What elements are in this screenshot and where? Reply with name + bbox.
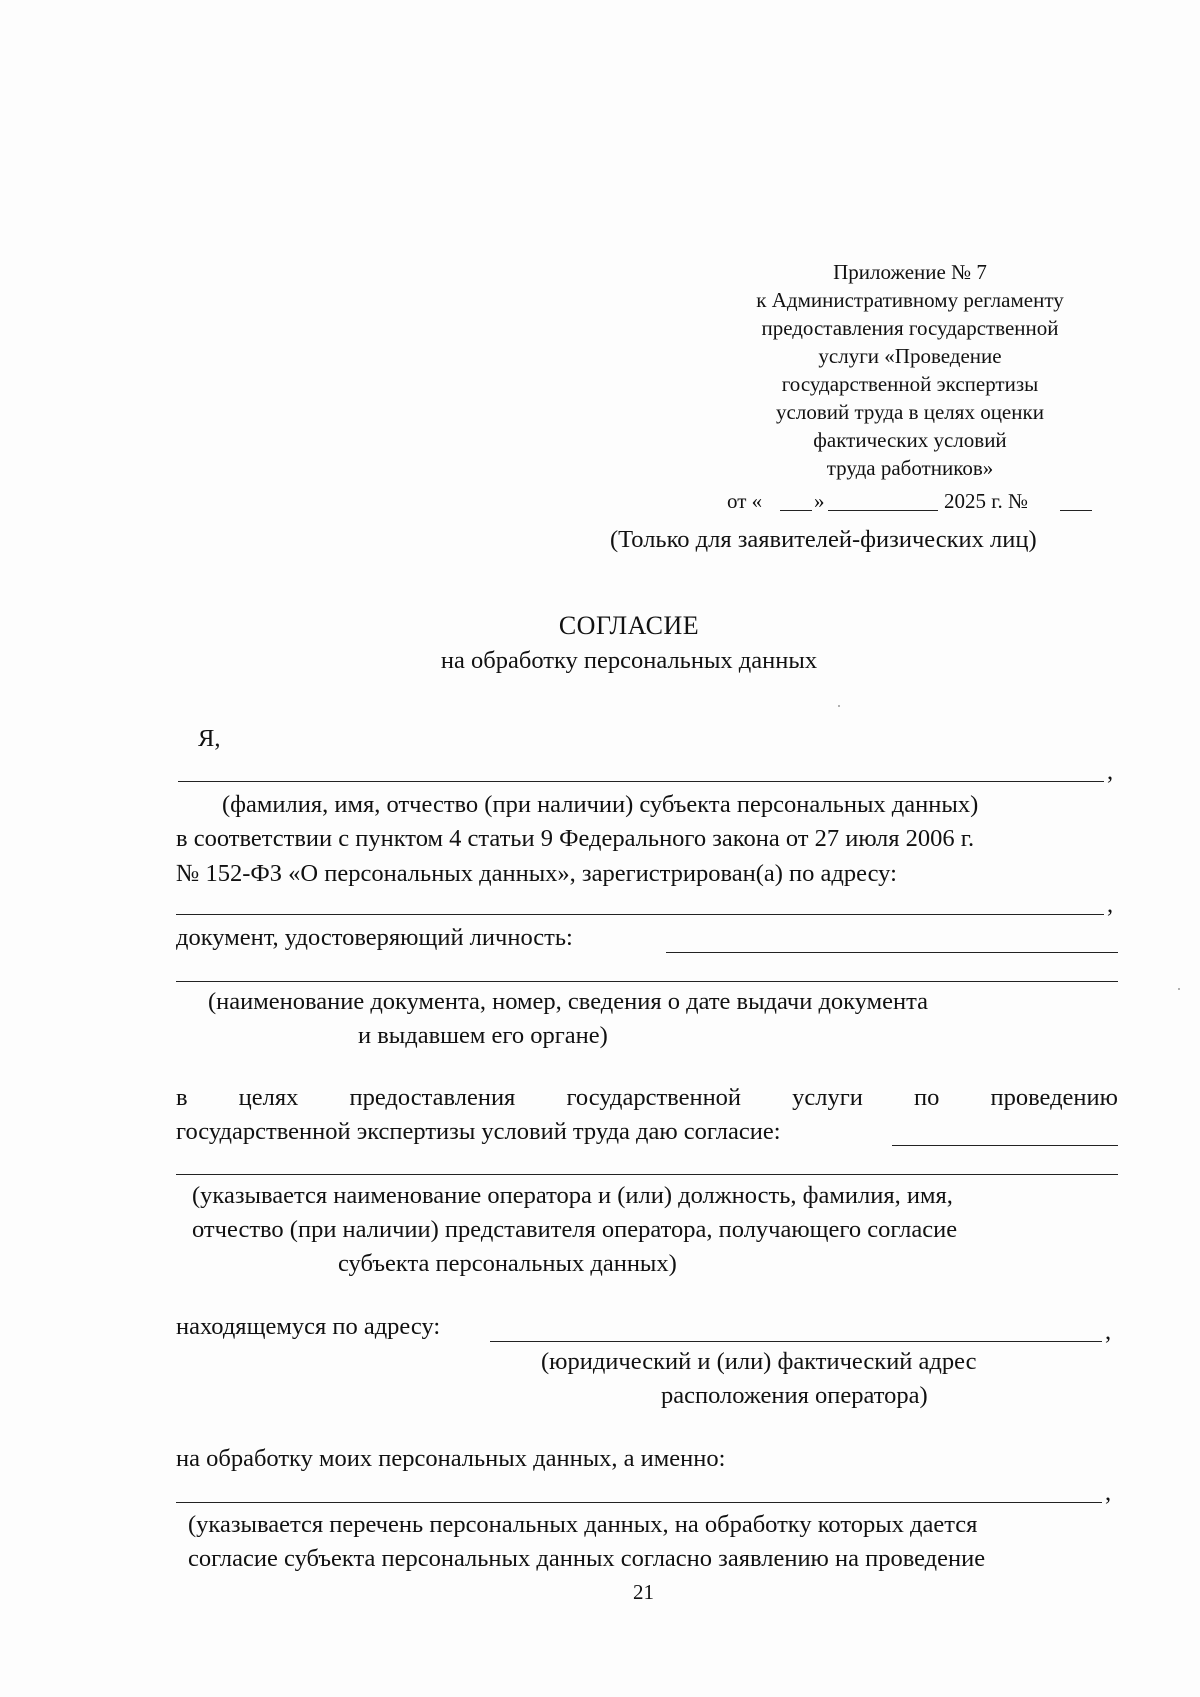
fio-blank-line <box>178 781 1104 782</box>
doc-caption-line-2: и выдавшем его органе) <box>358 1022 608 1049</box>
consent-operator-blank <box>892 1145 1118 1146</box>
identity-document-blank <box>666 952 1118 953</box>
address-caption-line-1: (юридический и (или) фактический адрес <box>541 1348 977 1375</box>
purpose-word: услуги <box>792 1084 863 1111</box>
operator-address-blank <box>490 1341 1102 1342</box>
purpose-line-2: государственной экспертизы условий труда даю согласие: <box>176 1118 781 1145</box>
list-comma: , <box>1105 1479 1112 1506</box>
page-number: 21 <box>633 1580 654 1604</box>
law-line-2: № 152-ФЗ «О персональных данных», зарегистрирован(а) по адресу: <box>176 860 897 887</box>
scan-speck <box>1178 988 1180 990</box>
appendix-line-7: фактических условий <box>813 428 1007 452</box>
date-day-blank <box>780 510 812 511</box>
consent-operator-blank-2 <box>176 1174 1118 1175</box>
document-title: СОГЛАСИЕ <box>558 611 700 640</box>
address-caption-line-2: расположения оператора) <box>661 1382 928 1409</box>
operator-caption-line-1: (указывается наименование оператора и (или) должность, фамилия, имя, <box>192 1182 953 1209</box>
scan-speck <box>838 705 840 707</box>
registration-address-blank <box>176 914 1104 915</box>
purpose-word: предоставления <box>349 1084 516 1111</box>
list-caption-line-2: согласие субъекта персональных данных согласно заявлению на проведение <box>188 1545 986 1572</box>
operator-caption-line-2: отчество (при наличии) представителя оператора, получающего согласие <box>192 1216 958 1243</box>
operator-address-comma: , <box>1105 1318 1112 1345</box>
purpose-word: по <box>914 1084 940 1111</box>
identity-document-label: документ, удостоверяющий личность: <box>176 924 573 951</box>
purpose-word: целях <box>238 1084 299 1111</box>
date-prefix: от « <box>727 489 763 513</box>
fio-comma: , <box>1107 758 1114 785</box>
appendix-line-3: предоставления государственной <box>761 316 1059 340</box>
purpose-line-1 <box>176 1086 1118 1111</box>
processing-label: на обработку моих персональных данных, а именно: <box>176 1445 726 1472</box>
operator-address-label: находящемуся по адресу: <box>176 1313 441 1340</box>
appendix-line-5: государственной экспертизы <box>781 372 1039 396</box>
date-mid: » <box>814 489 825 513</box>
appendix-line-1: Приложение № 7 <box>833 260 987 284</box>
personal-data-list-blank <box>176 1502 1102 1503</box>
purpose-word: проведению <box>990 1084 1118 1111</box>
appendix-line-6: условий труда в целях оценки <box>776 400 1044 424</box>
date-year: 2025 г. № <box>944 489 1029 513</box>
applicant-note: (Только для заявителей-физических лиц) <box>610 526 1037 553</box>
identity-document-blank-2 <box>176 981 1118 982</box>
law-line-1: в соответствии с пунктом 4 статьи 9 Федерального закона от 27 июля 2006 г. <box>176 825 975 852</box>
appendix-line-4: услуги «Проведение <box>818 344 1002 368</box>
document-subtitle: на обработку персональных данных <box>440 647 818 674</box>
purpose-word: государственной <box>566 1084 742 1111</box>
ya-label: Я, <box>198 725 221 752</box>
list-caption-line-1: (указывается перечень персональных данных, на обработку которых дается <box>188 1511 978 1538</box>
address-comma: , <box>1107 891 1114 918</box>
date-month-blank <box>828 510 938 511</box>
operator-caption-line-3: субъекта персональных данных) <box>338 1250 677 1277</box>
doc-caption-line-1: (наименование документа, номер, сведения о дате выдачи документа <box>208 988 929 1015</box>
appendix-line-8: труда работников» <box>826 456 994 480</box>
date-number-blank <box>1060 510 1092 511</box>
appendix-line-2: к Административному регламенту <box>756 288 1064 312</box>
purpose-word: в <box>176 1084 188 1111</box>
fio-caption: (фамилия, имя, отчество (при наличии) субъекта персональных данных) <box>222 791 979 818</box>
